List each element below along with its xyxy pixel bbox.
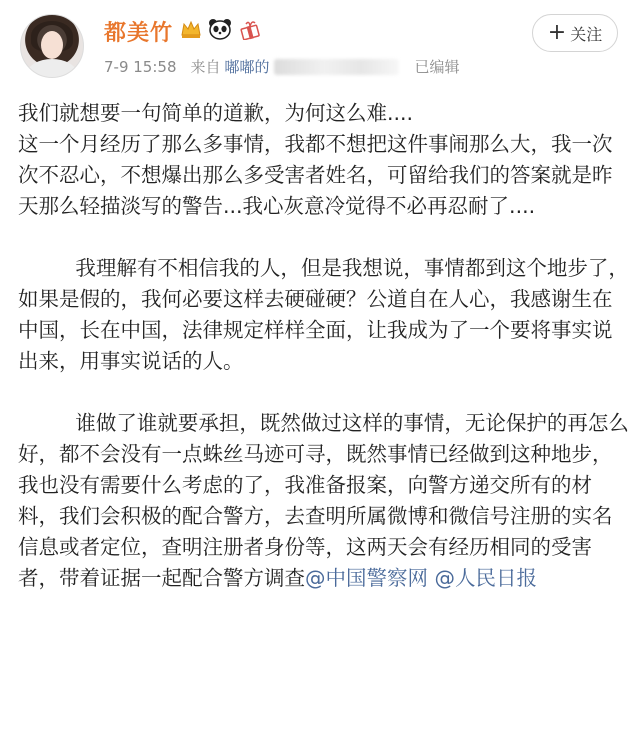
panda-icon[interactable] xyxy=(208,18,232,40)
avatar[interactable] xyxy=(20,14,84,78)
paragraph-1: 我们就想要一句简单的道歉，为何这么难.... 这一个月经历了那么多事情，我都不想把这件事闹那么大，我一次次不忍心，不想爆出那么多受害者姓名，可留给我们的答案就是昨天那么轻描淡写的警告...我心灰意冷觉得不必再忍耐了.... xyxy=(18,101,613,218)
plus-icon: + xyxy=(547,20,567,45)
author-badges xyxy=(180,18,262,40)
mention-police[interactable]: @中国警察网 xyxy=(305,566,428,590)
paragraph-2: 我理解有不相信我的人，但是我想说，事情都到这个地步了，如果是假的，我何必要这样去硬碰硬？公道自在人心，我感谢生在中国，长在中国，法律规定样样全面，让我成为了一个要将事实说出来，用事实说话的人。 xyxy=(18,256,629,373)
author-name[interactable]: 都美竹 xyxy=(104,21,174,46)
source-name[interactable]: 嘟嘟的 xyxy=(224,58,270,76)
post-time[interactable]: 7-9 15:58 xyxy=(104,57,177,76)
follow-button[interactable] xyxy=(532,14,618,52)
blurred-source xyxy=(274,59,399,75)
gift-icon[interactable] xyxy=(238,18,262,40)
crown-icon[interactable] xyxy=(180,19,202,39)
follow-label: 关注 xyxy=(570,24,603,44)
post-meta xyxy=(104,56,460,77)
avatar-face xyxy=(41,31,63,59)
paragraph-3-text: 谁做了谁就要承担，既然做过这样的事情，无论保护的再怎么好，都不会没有一点蛛丝马迹可寻，既然事情已经做到这种地步，我也没有需要什么考虑的了，我准备报案，向警方递交所有的材料，我们会积极的配合警方，去查明所属微博和微信号注册的实名信息或者定位，查明注册者身份等，这两天会有经历相同的受害者，带着证据一起配合警方调查 xyxy=(18,411,629,590)
mention-peoples-daily[interactable]: @人民日报 xyxy=(434,566,538,590)
post-header xyxy=(0,0,640,100)
avatar-shoulders xyxy=(27,59,77,78)
source-label: 来自 xyxy=(190,58,221,76)
edited-label[interactable]: 已编辑 xyxy=(414,58,460,76)
post-body xyxy=(18,98,630,594)
paragraph-3 xyxy=(18,408,630,594)
